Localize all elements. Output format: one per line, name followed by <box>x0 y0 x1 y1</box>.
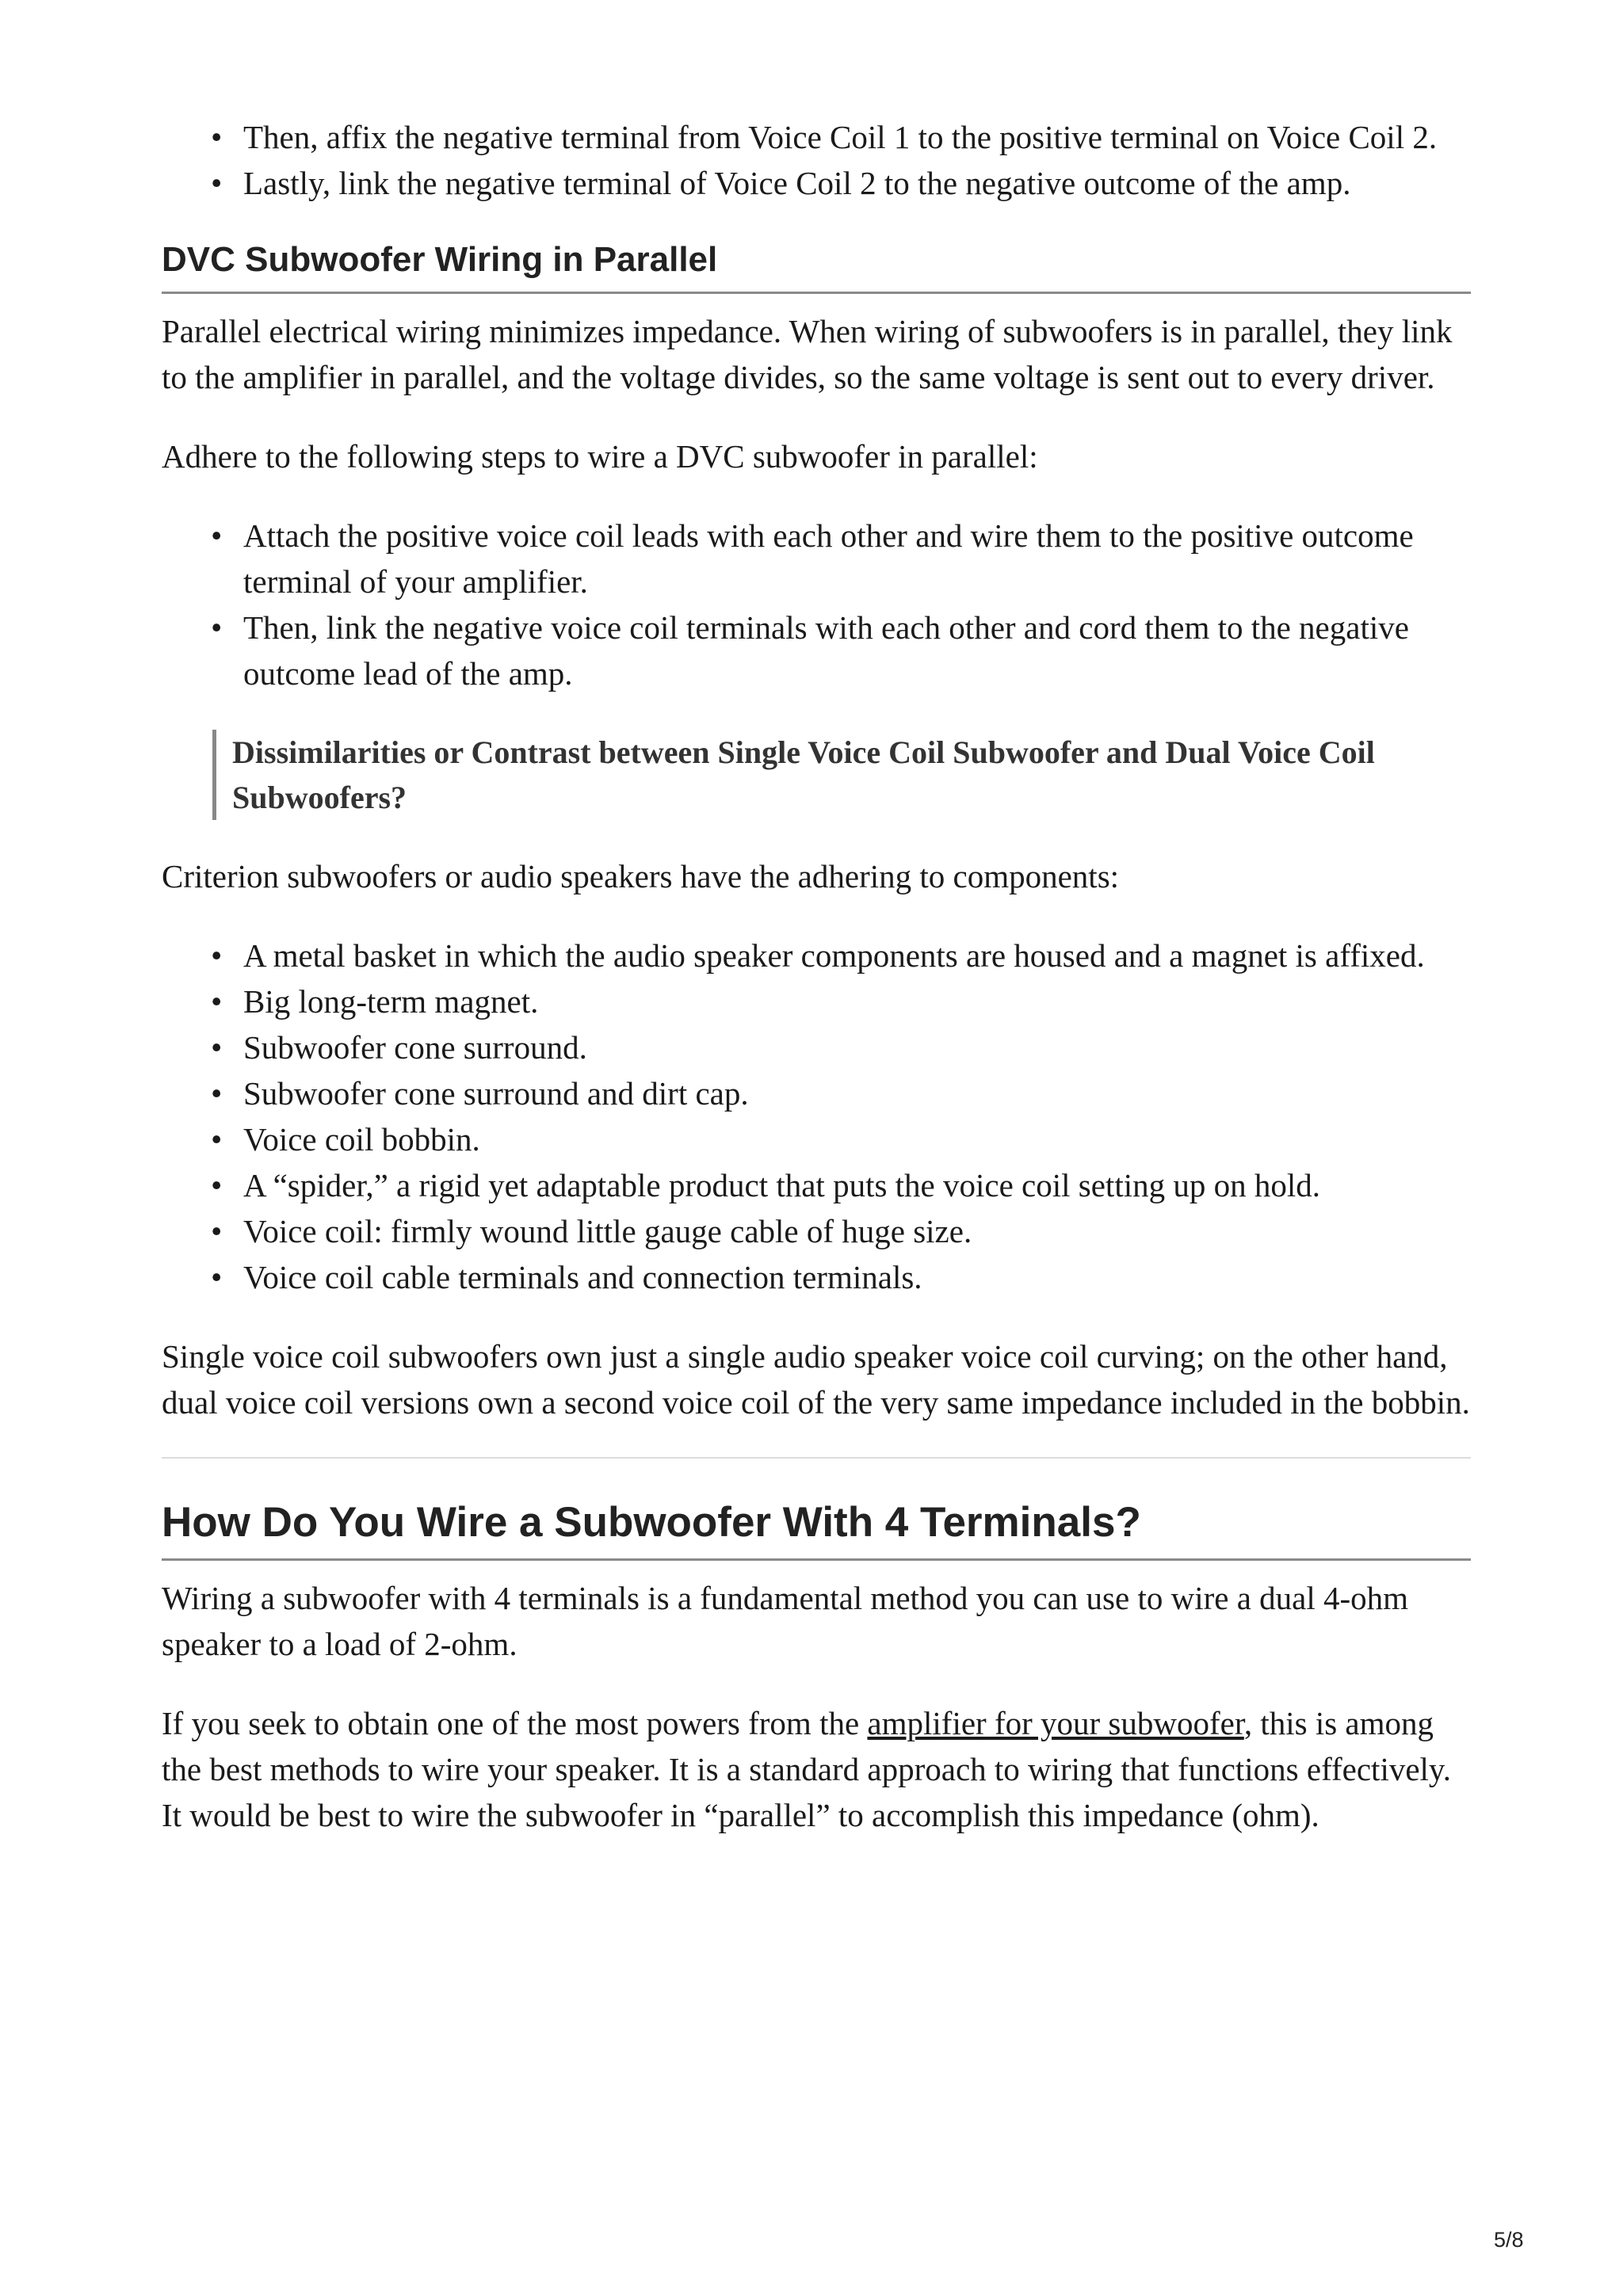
paragraph-four-terminals-detail: If you seek to obtain one of the most powers from the amplifier for your subwoofer, this is among the best methods to wire your speaker. It is a standard approach to wiring that functions effectively. It would be best to wire the subwoofer in “parallel” to accomplish this impedance (ohm). <box>162 1705 1452 1833</box>
bullet-icon: • <box>211 1029 223 1066</box>
amplifier-link[interactable]: amplifier for your subwoofer <box>867 1705 1244 1741</box>
section-heading-parallel: DVC Subwoofer Wiring in Parallel <box>162 238 1471 294</box>
series-steps-list <box>162 114 1471 206</box>
bullet-icon: • <box>211 165 223 201</box>
bullet-icon: • <box>211 1075 223 1112</box>
list-item: • A metal basket in which the audio speaker components are housed and a magnet is affixed. <box>162 933 1471 978</box>
parallel-steps-list <box>162 513 1471 696</box>
bullet-icon: • <box>211 609 223 646</box>
paragraph-components-lead: Criterion subwoofers or audio speakers have the adhering to components: <box>162 858 1120 894</box>
list-item: • A “spider,” a rigid yet adaptable product that puts the voice coil setting up on hold. <box>162 1162 1471 1208</box>
bullet-icon: • <box>211 1213 223 1249</box>
list-item: • Attach the positive voice coil leads with each other and wire them to the positive outcome terminal of your amplifier. <box>162 513 1471 605</box>
section-divider <box>162 1457 1471 1459</box>
bullet-icon: • <box>211 1121 223 1158</box>
paragraph-components-summary: Single voice coil subwoofers own just a single audio speaker voice coil curving; on the other hand, dual voice coil versions own a second voice coil of the very same impedance included in the bobbin. <box>162 1338 1470 1421</box>
bullet-icon: • <box>211 1259 223 1295</box>
components-list <box>162 933 1471 1300</box>
pull-quote <box>212 730 1471 820</box>
list-item: • Subwoofer cone surround and dirt cap. <box>162 1070 1471 1116</box>
list-item: • Then, link the negative voice coil terminals with each other and cord them to the negative outcome lead of the amp. <box>162 605 1471 696</box>
list-item: • Voice coil bobbin. <box>162 1116 1471 1162</box>
list-item: • Subwoofer cone surround. <box>162 1024 1471 1070</box>
page-number: 5/8 <box>1494 2228 1524 2252</box>
pull-quote-text: Dissimilarities or Contrast between Single Voice Coil Subwoofer and Dual Voice Coil Subwoofers? <box>232 734 1375 815</box>
bullet-icon: • <box>211 517 223 554</box>
article-page <box>162 103 1471 1838</box>
paragraph-four-terminals-intro: Wiring a subwoofer with 4 terminals is a fundamental method you can use to wire a dual 4-ohm speaker to a load of 2-ohm. <box>162 1580 1409 1662</box>
bullet-icon: • <box>211 1167 223 1203</box>
list-item: • Then, affix the negative terminal from Voice Coil 1 to the positive terminal on Voice Coil 2. <box>162 114 1471 160</box>
bullet-icon: • <box>211 119 223 155</box>
bullet-icon: • <box>211 983 223 1020</box>
section-heading-four-terminals: How Do You Wire a Subwoofer With 4 Terminals? <box>162 1498 1471 1561</box>
list-item: • Voice coil cable terminals and connection terminals. <box>162 1254 1471 1300</box>
paragraph-parallel-intro: Parallel electrical wiring minimizes impedance. When wiring of subwoofers is in parallel, they link to the amplifier in parallel, and the voltage divides, so the same voltage is sent out to every driver. <box>162 313 1453 395</box>
bullet-icon: • <box>211 937 223 974</box>
list-item: • Voice coil: firmly wound little gauge cable of huge size. <box>162 1208 1471 1254</box>
list-item: • Big long-term magnet. <box>162 978 1471 1024</box>
list-item: • Lastly, link the negative terminal of Voice Coil 2 to the negative outcome of the amp. <box>162 160 1471 206</box>
paragraph-steps-lead: Adhere to the following steps to wire a DVC subwoofer in parallel: <box>162 438 1038 475</box>
